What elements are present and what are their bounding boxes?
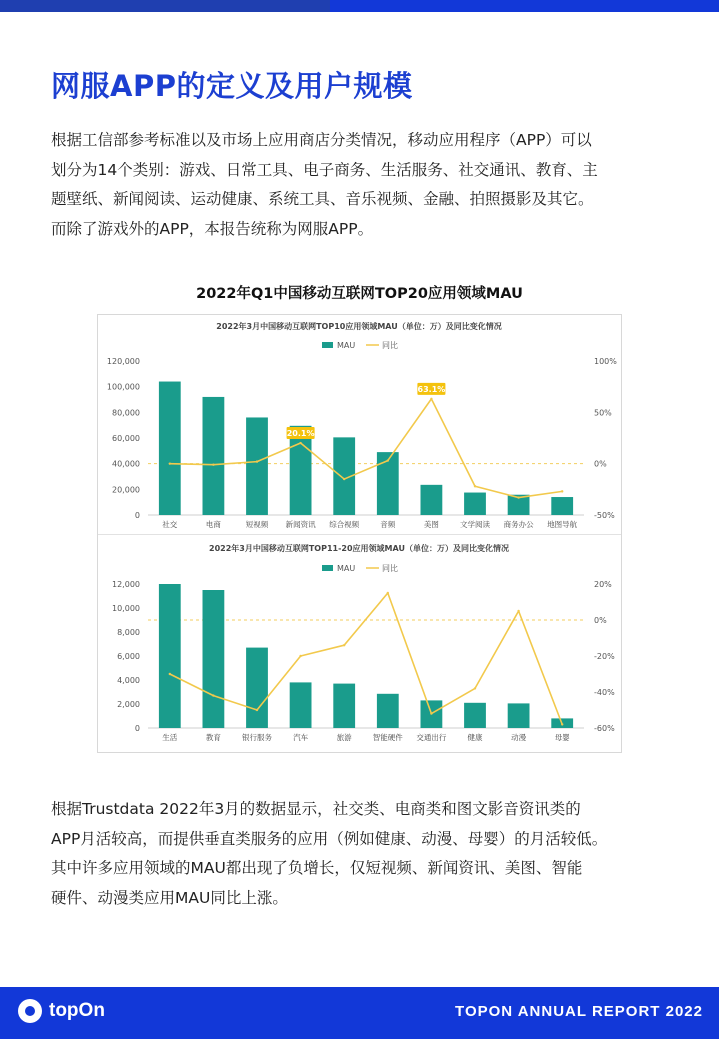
x-tick-label: 母婴 <box>554 733 570 742</box>
y-tick-label: 8,000 <box>117 628 140 637</box>
yoy-line <box>170 399 562 498</box>
x-tick-label: 教育 <box>205 733 221 742</box>
yoy-point <box>474 485 476 487</box>
yoy-point <box>517 496 519 498</box>
legend-yoy-label: 同比 <box>382 341 398 350</box>
y-tick-label: 12,000 <box>112 580 140 589</box>
x-tick-label: 商务办公 <box>503 520 534 529</box>
top-accent-right <box>330 0 719 12</box>
footer-bar <box>0 987 719 1039</box>
y-tick-label: 10,000 <box>112 604 140 613</box>
x-tick-label: 旅游 <box>336 733 352 742</box>
yoy-point <box>169 462 171 464</box>
intro-paragraph <box>51 126 667 244</box>
y-tick-label: 80,000 <box>112 408 140 418</box>
y2-tick-label: 20% <box>594 580 612 589</box>
summary-paragraph <box>51 795 667 913</box>
page-title: 网服APP的定义及用户规模 <box>51 69 413 103</box>
yoy-annotation-label: 63.1% <box>417 384 446 394</box>
y-tick-label: 0 <box>134 511 140 520</box>
yoy-point <box>430 712 432 714</box>
y-tick-label: 120,000 <box>106 357 140 366</box>
figure-heading: 2022年Q1中国移动互联网TOP20应用领域MAU <box>196 286 523 302</box>
bar-mau <box>551 497 573 515</box>
bar-mau <box>290 682 312 728</box>
yoy-point <box>169 673 171 675</box>
y-tick-label: 20,000 <box>112 485 140 495</box>
x-tick-label: 综合视频 <box>329 520 360 529</box>
yoy-point <box>256 709 258 711</box>
bar-mau <box>377 694 399 728</box>
chart-title: 2022年3月中国移动互联网TOP11-20应用领域MAU（单位：万）及同比变化情况 <box>209 544 509 553</box>
x-tick-label: 生活 <box>162 733 178 742</box>
x-tick-label: 健康 <box>467 733 483 742</box>
bar-mau <box>464 493 486 515</box>
summary-line: APP月活较高，而提供垂直类服务的应用（例如健康、动漫、母婴）的月活较低。 <box>51 829 608 848</box>
bar-mau <box>203 397 225 515</box>
y-tick-label: 40,000 <box>112 459 140 469</box>
legend-mau-label: MAU <box>337 341 356 350</box>
summary-line: 其中许多应用领域的MAU都出现了负增长，仅短视频、新闻资讯、美图、智能 <box>51 859 583 877</box>
intro-line: 划分为14个类别：游戏、日常工具、电子商务、生活服务、社交通讯、教育、主 <box>51 160 598 179</box>
legend-yoy-label: 同比 <box>382 564 398 573</box>
x-tick-label: 智能硬件 <box>372 733 403 742</box>
y2-tick-label: -40% <box>594 688 615 697</box>
legend-mau-swatch <box>322 342 333 348</box>
bar-mau <box>203 590 225 728</box>
bar-mau <box>246 648 268 728</box>
summary-line: 硬件、动漫类应用MAU同比上涨。 <box>51 888 288 907</box>
y2-tick-label: 0% <box>594 616 607 625</box>
legend-mau-swatch <box>322 565 333 571</box>
yoy-point <box>474 687 476 689</box>
y2-tick-label: -60% <box>594 724 615 733</box>
top-accent-bar <box>0 0 719 12</box>
summary-line: 根据Trustdata 2022年3月的数据显示，社交类、电商类和图文影音资讯类的 <box>51 800 581 818</box>
x-tick-label: 文学阅读 <box>460 520 490 529</box>
yoy-point <box>387 459 389 461</box>
x-tick-label: 美图 <box>423 520 439 529</box>
y2-tick-label: -50% <box>594 511 615 520</box>
intro-line: 根据工信部参考标准以及市场上应用商店分类情况，移动应用程序（APP）可以 <box>51 131 592 149</box>
yoy-line <box>170 593 562 724</box>
charts-svg <box>98 315 621 752</box>
y-tick-label: 100,000 <box>106 382 140 392</box>
bar-mau <box>246 417 268 515</box>
yoy-point <box>212 694 214 696</box>
y-tick-label: 4,000 <box>117 676 140 685</box>
bar-mau <box>421 485 443 515</box>
top-accent-left <box>0 0 330 12</box>
chart-frame <box>97 314 622 753</box>
x-tick-label: 短视频 <box>245 520 269 529</box>
brand-logo[interactable] <box>18 999 105 1023</box>
x-tick-label: 交通出行 <box>416 733 447 742</box>
yoy-point <box>517 610 519 612</box>
topon-logo-icon <box>18 999 42 1023</box>
x-tick-label: 汽车 <box>293 733 309 742</box>
intro-line: 题壁纸、新闻阅读、运动健康、系统工具、音乐视频、金融、拍照摄影及其它。 <box>51 190 594 208</box>
bar-mau <box>159 584 181 728</box>
yoy-point <box>387 592 389 594</box>
bar-mau <box>508 703 530 728</box>
yoy-point <box>561 723 563 725</box>
chart-title: 2022年3月中国移动互联网TOP10应用领域MAU（单位：万）及同比变化情况 <box>216 322 502 331</box>
y2-tick-label: 0% <box>594 459 607 469</box>
yoy-point <box>212 463 214 465</box>
yoy-point <box>343 478 345 480</box>
x-tick-label: 银行服务 <box>242 733 272 742</box>
x-tick-label: 动漫 <box>511 733 527 742</box>
intro-line: 而除了游戏外的APP，本报告统称为网服APP。 <box>51 219 374 238</box>
x-tick-label: 音频 <box>380 520 396 529</box>
y2-tick-label: -20% <box>594 652 615 661</box>
yoy-point <box>430 398 432 400</box>
x-tick-label: 社交 <box>162 520 178 529</box>
yoy-point <box>561 490 563 492</box>
bar-mau <box>290 426 312 515</box>
x-tick-label: 地图导航 <box>547 520 578 529</box>
x-tick-label: 新闻资讯 <box>285 520 316 529</box>
y-tick-label: 0 <box>134 724 140 733</box>
y2-tick-label: 50% <box>594 408 612 418</box>
y-tick-label: 60,000 <box>112 434 140 443</box>
y-tick-label: 6,000 <box>117 652 140 661</box>
bar-mau <box>464 703 486 728</box>
legend-mau-label: MAU <box>337 564 356 573</box>
bar-mau <box>159 382 181 515</box>
y2-tick-label: 100% <box>594 357 617 366</box>
yoy-annotation-label: 20.1% <box>286 429 315 439</box>
yoy-point <box>299 655 301 657</box>
brand-name: topOn <box>49 1000 105 1021</box>
bar-mau <box>333 684 355 728</box>
y-tick-label: 2,000 <box>117 700 140 709</box>
yoy-point <box>299 442 301 444</box>
report-title: TOPON ANNUAL REPORT 2022 <box>455 1003 703 1020</box>
x-tick-label: 电商 <box>205 520 221 529</box>
yoy-point <box>343 644 345 646</box>
yoy-point <box>256 460 258 462</box>
